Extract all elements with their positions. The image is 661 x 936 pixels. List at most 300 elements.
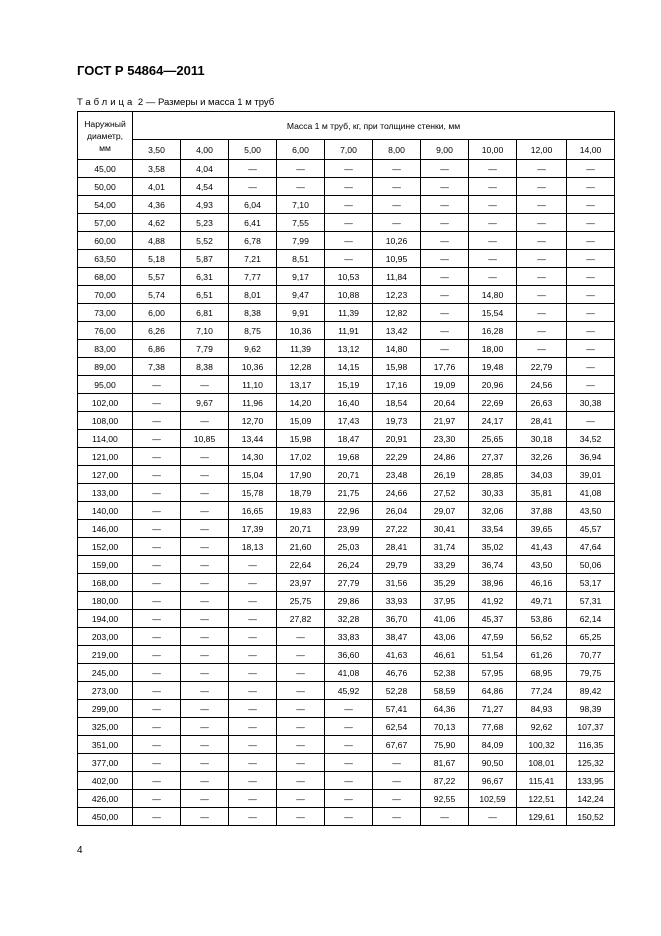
mass-cell: — bbox=[421, 232, 469, 250]
mass-cell: 61,26 bbox=[517, 646, 567, 664]
mass-cell: — bbox=[325, 214, 373, 232]
diameter-cell: 402,00 bbox=[78, 772, 133, 790]
mass-cell: 18,00 bbox=[469, 340, 517, 358]
mass-cell: — bbox=[325, 232, 373, 250]
mass-cell: — bbox=[133, 592, 181, 610]
mass-cell: 32,28 bbox=[325, 610, 373, 628]
mass-cell: — bbox=[517, 340, 567, 358]
mass-cell: — bbox=[567, 304, 615, 322]
mass-cell: 133,95 bbox=[567, 772, 615, 790]
mass-cell: — bbox=[421, 196, 469, 214]
mass-cell: 7,10 bbox=[181, 322, 229, 340]
table-row bbox=[78, 754, 615, 772]
table-row bbox=[78, 196, 615, 214]
mass-cell: 9,67 bbox=[181, 394, 229, 412]
mass-cell: 18,54 bbox=[373, 394, 421, 412]
mass-cell: 122,51 bbox=[517, 790, 567, 808]
mass-cell: 36,70 bbox=[373, 610, 421, 628]
mass-cell: — bbox=[133, 682, 181, 700]
mass-cell: 32,06 bbox=[469, 502, 517, 520]
mass-cell: 27,52 bbox=[421, 484, 469, 502]
mass-cell: — bbox=[421, 304, 469, 322]
mass-cell: 57,41 bbox=[373, 700, 421, 718]
mass-cell: — bbox=[567, 214, 615, 232]
mass-cell: — bbox=[229, 610, 277, 628]
table-row bbox=[78, 592, 615, 610]
mass-cell: — bbox=[325, 790, 373, 808]
mass-cell: 26,19 bbox=[421, 466, 469, 484]
mass-cell: — bbox=[133, 502, 181, 520]
mass-cell: 34,03 bbox=[517, 466, 567, 484]
mass-cell: — bbox=[133, 772, 181, 790]
mass-cell: 70,77 bbox=[567, 646, 615, 664]
mass-cell: — bbox=[181, 700, 229, 718]
mass-cell: 36,60 bbox=[325, 646, 373, 664]
mass-cell: 5,23 bbox=[181, 214, 229, 232]
mass-cell: — bbox=[181, 664, 229, 682]
mass-cell: — bbox=[567, 232, 615, 250]
mass-cell: 115,41 bbox=[517, 772, 567, 790]
mass-cell: — bbox=[229, 754, 277, 772]
diameter-cell: 127,00 bbox=[78, 466, 133, 484]
stub-header-line: диаметр, bbox=[86, 130, 124, 141]
mass-cell: 6,51 bbox=[181, 286, 229, 304]
diameter-cell: 377,00 bbox=[78, 754, 133, 772]
mass-cell: 46,76 bbox=[373, 664, 421, 682]
mass-cell: — bbox=[181, 538, 229, 556]
mass-cell: 30,38 bbox=[567, 394, 615, 412]
mass-cell: — bbox=[421, 178, 469, 196]
mass-cell: 15,78 bbox=[229, 484, 277, 502]
mass-cell: — bbox=[133, 520, 181, 538]
mass-cell: 28,85 bbox=[469, 466, 517, 484]
mass-cell: 108,01 bbox=[517, 754, 567, 772]
table-row bbox=[78, 250, 615, 268]
mass-cell: — bbox=[567, 376, 615, 394]
thickness-header: 4,00 bbox=[181, 140, 229, 160]
mass-cell: — bbox=[421, 808, 469, 826]
mass-cell: 150,52 bbox=[567, 808, 615, 826]
mass-cell: 37,95 bbox=[421, 592, 469, 610]
table-row bbox=[78, 682, 615, 700]
mass-cell: — bbox=[229, 646, 277, 664]
mass-cell: — bbox=[181, 556, 229, 574]
mass-cell: — bbox=[517, 214, 567, 232]
mass-cell: 18,13 bbox=[229, 538, 277, 556]
mass-cell: 4,01 bbox=[133, 178, 181, 196]
mass-cell: 30,18 bbox=[517, 430, 567, 448]
mass-cell: 15,04 bbox=[229, 466, 277, 484]
mass-cell: — bbox=[325, 250, 373, 268]
mass-cell: 27,22 bbox=[373, 520, 421, 538]
mass-cell: 52,38 bbox=[421, 664, 469, 682]
mass-cell: — bbox=[229, 160, 277, 178]
table-row bbox=[78, 628, 615, 646]
mass-cell: — bbox=[181, 808, 229, 826]
mass-cell: — bbox=[133, 808, 181, 826]
mass-cell: — bbox=[325, 718, 373, 736]
mass-cell: 9,62 bbox=[229, 340, 277, 358]
mass-cell: 43,50 bbox=[567, 502, 615, 520]
mass-cell: 19,73 bbox=[373, 412, 421, 430]
mass-cell: 20,91 bbox=[373, 430, 421, 448]
mass-cell: 77,24 bbox=[517, 682, 567, 700]
mass-cell: — bbox=[567, 358, 615, 376]
mass-cell: 4,54 bbox=[181, 178, 229, 196]
mass-cell: 10,36 bbox=[277, 322, 325, 340]
mass-cell: 62,14 bbox=[567, 610, 615, 628]
mass-cell: — bbox=[181, 718, 229, 736]
mass-cell: — bbox=[277, 682, 325, 700]
mass-cell: — bbox=[277, 736, 325, 754]
mass-cell: — bbox=[421, 250, 469, 268]
mass-cell: 43,50 bbox=[517, 556, 567, 574]
mass-cell: 9,91 bbox=[277, 304, 325, 322]
mass-cell: — bbox=[567, 286, 615, 304]
mass-cell: 5,57 bbox=[133, 268, 181, 286]
mass-cell: 92,62 bbox=[517, 718, 567, 736]
diameter-cell: 83,00 bbox=[78, 340, 133, 358]
mass-cell: 6,31 bbox=[181, 268, 229, 286]
mass-cell: 4,93 bbox=[181, 196, 229, 214]
mass-cell: 41,43 bbox=[517, 538, 567, 556]
mass-cell: — bbox=[517, 304, 567, 322]
mass-cell: — bbox=[133, 484, 181, 502]
mass-cell: — bbox=[567, 268, 615, 286]
mass-cell: 6,86 bbox=[133, 340, 181, 358]
mass-cell: 29,86 bbox=[325, 592, 373, 610]
diameter-cell: 95,00 bbox=[78, 376, 133, 394]
mass-cell: 56,52 bbox=[517, 628, 567, 646]
mass-cell: — bbox=[277, 808, 325, 826]
table-row bbox=[78, 466, 615, 484]
mass-cell: 70,13 bbox=[421, 718, 469, 736]
mass-cell: — bbox=[517, 286, 567, 304]
diameter-cell: 57,00 bbox=[78, 214, 133, 232]
mass-cell: 22,96 bbox=[325, 502, 373, 520]
diameter-cell: 76,00 bbox=[78, 322, 133, 340]
mass-cell: — bbox=[325, 700, 373, 718]
mass-cell: 12,23 bbox=[373, 286, 421, 304]
diameter-cell: 325,00 bbox=[78, 718, 133, 736]
mass-cell: 20,64 bbox=[421, 394, 469, 412]
mass-cell: — bbox=[325, 754, 373, 772]
mass-cell: 64,86 bbox=[469, 682, 517, 700]
caption-number: 2 bbox=[137, 97, 144, 108]
mass-cell: 20,71 bbox=[277, 520, 325, 538]
diameter-cell: 168,00 bbox=[78, 574, 133, 592]
mass-cell: — bbox=[517, 268, 567, 286]
mass-cell: 39,01 bbox=[567, 466, 615, 484]
mass-cell: — bbox=[133, 754, 181, 772]
diameter-cell: 89,00 bbox=[78, 358, 133, 376]
mass-cell: — bbox=[133, 394, 181, 412]
mass-cell: — bbox=[421, 160, 469, 178]
mass-cell: — bbox=[373, 808, 421, 826]
mass-cell: 57,95 bbox=[469, 664, 517, 682]
mass-cell: 41,63 bbox=[373, 646, 421, 664]
mass-cell: — bbox=[229, 556, 277, 574]
table-row bbox=[78, 412, 615, 430]
mass-cell: 17,90 bbox=[277, 466, 325, 484]
mass-cell: 11,39 bbox=[325, 304, 373, 322]
diameter-cell: 245,00 bbox=[78, 664, 133, 682]
table-row bbox=[78, 160, 615, 178]
mass-cell: 52,28 bbox=[373, 682, 421, 700]
mass-cell: 6,81 bbox=[181, 304, 229, 322]
table-row bbox=[78, 178, 615, 196]
mass-cell: — bbox=[517, 322, 567, 340]
mass-cell: 11,84 bbox=[373, 268, 421, 286]
mass-cell: 46,16 bbox=[517, 574, 567, 592]
mass-cell: — bbox=[373, 160, 421, 178]
mass-cell: — bbox=[277, 718, 325, 736]
mass-cell: 23,97 bbox=[277, 574, 325, 592]
mass-cell: 17,43 bbox=[325, 412, 373, 430]
mass-cell: — bbox=[325, 196, 373, 214]
mass-cell: 24,66 bbox=[373, 484, 421, 502]
diameter-cell: 180,00 bbox=[78, 592, 133, 610]
mass-cell: — bbox=[229, 628, 277, 646]
mass-cell: 16,28 bbox=[469, 322, 517, 340]
mass-cell: 89,42 bbox=[567, 682, 615, 700]
mass-cell: — bbox=[325, 160, 373, 178]
table-row bbox=[78, 232, 615, 250]
mass-cell: — bbox=[567, 412, 615, 430]
mass-cell: 30,41 bbox=[421, 520, 469, 538]
mass-cell: — bbox=[133, 412, 181, 430]
thickness-header: 7,00 bbox=[325, 140, 373, 160]
mass-cell: 15,98 bbox=[277, 430, 325, 448]
mass-cell: — bbox=[325, 808, 373, 826]
mass-cell: — bbox=[469, 160, 517, 178]
diameter-cell: 351,00 bbox=[78, 736, 133, 754]
mass-cell: 27,82 bbox=[277, 610, 325, 628]
mass-cell: 31,74 bbox=[421, 538, 469, 556]
mass-cell: 32,26 bbox=[517, 448, 567, 466]
mass-cell: 6,04 bbox=[229, 196, 277, 214]
mass-cell: 22,79 bbox=[517, 358, 567, 376]
mass-cell: — bbox=[229, 772, 277, 790]
mass-cell: 20,71 bbox=[325, 466, 373, 484]
mass-cell: 36,74 bbox=[469, 556, 517, 574]
table-row bbox=[78, 268, 615, 286]
mass-cell: — bbox=[421, 322, 469, 340]
diameter-cell: 146,00 bbox=[78, 520, 133, 538]
diameter-cell: 45,00 bbox=[78, 160, 133, 178]
mass-cell: 24,86 bbox=[421, 448, 469, 466]
mass-cell: — bbox=[567, 196, 615, 214]
mass-cell: — bbox=[277, 628, 325, 646]
mass-cell: — bbox=[325, 772, 373, 790]
mass-cell: — bbox=[181, 772, 229, 790]
mass-cell: 64,36 bbox=[421, 700, 469, 718]
mass-cell: — bbox=[181, 754, 229, 772]
table-row bbox=[78, 790, 615, 808]
mass-cell: 84,09 bbox=[469, 736, 517, 754]
mass-cell: 7,79 bbox=[181, 340, 229, 358]
mass-cell: — bbox=[469, 214, 517, 232]
mass-cell: 30,33 bbox=[469, 484, 517, 502]
mass-cell: 23,48 bbox=[373, 466, 421, 484]
mass-cell: 13,42 bbox=[373, 322, 421, 340]
table-row bbox=[78, 772, 615, 790]
mass-cell: — bbox=[517, 160, 567, 178]
mass-cell: — bbox=[567, 178, 615, 196]
mass-cell: — bbox=[325, 178, 373, 196]
mass-cell: 39,65 bbox=[517, 520, 567, 538]
diameter-cell: 54,00 bbox=[78, 196, 133, 214]
mass-cell: 14,80 bbox=[373, 340, 421, 358]
mass-cell: — bbox=[229, 682, 277, 700]
pipe-mass-table bbox=[77, 111, 615, 826]
mass-cell: 45,57 bbox=[567, 520, 615, 538]
mass-cell: 100,32 bbox=[517, 736, 567, 754]
mass-cell: 12,82 bbox=[373, 304, 421, 322]
mass-cell: — bbox=[181, 412, 229, 430]
table-row bbox=[78, 214, 615, 232]
mass-cell: — bbox=[517, 250, 567, 268]
outer-diameter-header bbox=[78, 112, 133, 160]
table-row bbox=[78, 556, 615, 574]
mass-cell: — bbox=[469, 196, 517, 214]
diameter-cell: 194,00 bbox=[78, 610, 133, 628]
mass-cell: — bbox=[229, 664, 277, 682]
table-row bbox=[78, 502, 615, 520]
mass-cell: 11,91 bbox=[325, 322, 373, 340]
thickness-header: 3,50 bbox=[133, 140, 181, 160]
mass-cell: 6,78 bbox=[229, 232, 277, 250]
mass-cell: — bbox=[277, 646, 325, 664]
stub-header-line: мм bbox=[99, 142, 111, 153]
mass-cell: 47,64 bbox=[567, 538, 615, 556]
mass-cell: 23,99 bbox=[325, 520, 373, 538]
mass-cell: — bbox=[133, 610, 181, 628]
mass-cell: 68,95 bbox=[517, 664, 567, 682]
mass-cell: 58,59 bbox=[421, 682, 469, 700]
mass-cell: — bbox=[469, 232, 517, 250]
mass-cell: 17,16 bbox=[373, 376, 421, 394]
mass-cell: — bbox=[133, 430, 181, 448]
mass-cell: 19,68 bbox=[325, 448, 373, 466]
table-row bbox=[78, 448, 615, 466]
mass-cell: 14,15 bbox=[325, 358, 373, 376]
mass-cell: — bbox=[181, 448, 229, 466]
mass-cell: — bbox=[567, 250, 615, 268]
mass-cell: 33,29 bbox=[421, 556, 469, 574]
mass-cell: — bbox=[421, 268, 469, 286]
mass-cell: 43,06 bbox=[421, 628, 469, 646]
mass-cell: 29,07 bbox=[421, 502, 469, 520]
mass-cell: — bbox=[133, 448, 181, 466]
mass-cell: 11,39 bbox=[277, 340, 325, 358]
mass-cell: — bbox=[325, 736, 373, 754]
mass-cell: 26,04 bbox=[373, 502, 421, 520]
mass-cell: 26,63 bbox=[517, 394, 567, 412]
mass-cell: 24,17 bbox=[469, 412, 517, 430]
diameter-cell: 203,00 bbox=[78, 628, 133, 646]
mass-cell: — bbox=[469, 808, 517, 826]
mass-cell: — bbox=[469, 268, 517, 286]
mass-cell: 8,75 bbox=[229, 322, 277, 340]
mass-cell: — bbox=[421, 340, 469, 358]
mass-cell: 45,37 bbox=[469, 610, 517, 628]
mass-cell: 107,37 bbox=[567, 718, 615, 736]
mass-cell: 62,54 bbox=[373, 718, 421, 736]
diameter-cell: 73,00 bbox=[78, 304, 133, 322]
mass-cell: — bbox=[373, 772, 421, 790]
mass-cell: — bbox=[133, 664, 181, 682]
mass-cell: 10,53 bbox=[325, 268, 373, 286]
mass-cell: 4,62 bbox=[133, 214, 181, 232]
mass-cell: 7,21 bbox=[229, 250, 277, 268]
mass-cell: 29,79 bbox=[373, 556, 421, 574]
diameter-cell: 50,00 bbox=[78, 178, 133, 196]
mass-cell: 14,20 bbox=[277, 394, 325, 412]
mass-cell: 142,24 bbox=[567, 790, 615, 808]
mass-cell: 53,86 bbox=[517, 610, 567, 628]
mass-cell: 6,41 bbox=[229, 214, 277, 232]
table-row bbox=[78, 394, 615, 412]
mass-cell: 33,93 bbox=[373, 592, 421, 610]
mass-cell: — bbox=[277, 178, 325, 196]
mass-cell: 12,28 bbox=[277, 358, 325, 376]
mass-cell: 10,85 bbox=[181, 430, 229, 448]
table-row bbox=[78, 286, 615, 304]
mass-cell: 47,59 bbox=[469, 628, 517, 646]
mass-cell: — bbox=[181, 574, 229, 592]
mass-cell: 7,10 bbox=[277, 196, 325, 214]
mass-cell: 116,35 bbox=[567, 736, 615, 754]
mass-cell: — bbox=[277, 160, 325, 178]
mass-cell: 35,81 bbox=[517, 484, 567, 502]
mass-cell: 81,67 bbox=[421, 754, 469, 772]
mass-cell: 7,99 bbox=[277, 232, 325, 250]
mass-cell: — bbox=[133, 628, 181, 646]
mass-cell: 33,83 bbox=[325, 628, 373, 646]
stub-header-line: Наружный bbox=[84, 118, 126, 129]
mass-cell: 22,64 bbox=[277, 556, 325, 574]
table-row bbox=[78, 304, 615, 322]
mass-cell: 17,02 bbox=[277, 448, 325, 466]
mass-cell: — bbox=[277, 772, 325, 790]
mass-cell: — bbox=[229, 790, 277, 808]
mass-cell: 18,47 bbox=[325, 430, 373, 448]
diameter-cell: 450,00 bbox=[78, 808, 133, 826]
diameter-cell: 133,00 bbox=[78, 484, 133, 502]
table-row bbox=[78, 484, 615, 502]
table-row bbox=[78, 664, 615, 682]
mass-cell: 13,44 bbox=[229, 430, 277, 448]
mass-cell: 90,50 bbox=[469, 754, 517, 772]
thickness-header: 14,00 bbox=[567, 140, 615, 160]
mass-cell: 11,10 bbox=[229, 376, 277, 394]
mass-cell: 10,26 bbox=[373, 232, 421, 250]
mass-cell: 7,77 bbox=[229, 268, 277, 286]
mass-cell: 38,47 bbox=[373, 628, 421, 646]
mass-cell: 41,08 bbox=[325, 664, 373, 682]
mass-cell: — bbox=[181, 592, 229, 610]
mass-cell: 50,06 bbox=[567, 556, 615, 574]
mass-cell: 46,61 bbox=[421, 646, 469, 664]
mass-cell: 67,67 bbox=[373, 736, 421, 754]
thickness-header: 8,00 bbox=[373, 140, 421, 160]
mass-cell: 49,71 bbox=[517, 592, 567, 610]
table-row bbox=[78, 808, 615, 826]
mass-cell: — bbox=[517, 232, 567, 250]
caption-label: Таблица bbox=[77, 97, 136, 108]
caption-text: — Размеры и масса 1 м труб bbox=[143, 97, 275, 108]
